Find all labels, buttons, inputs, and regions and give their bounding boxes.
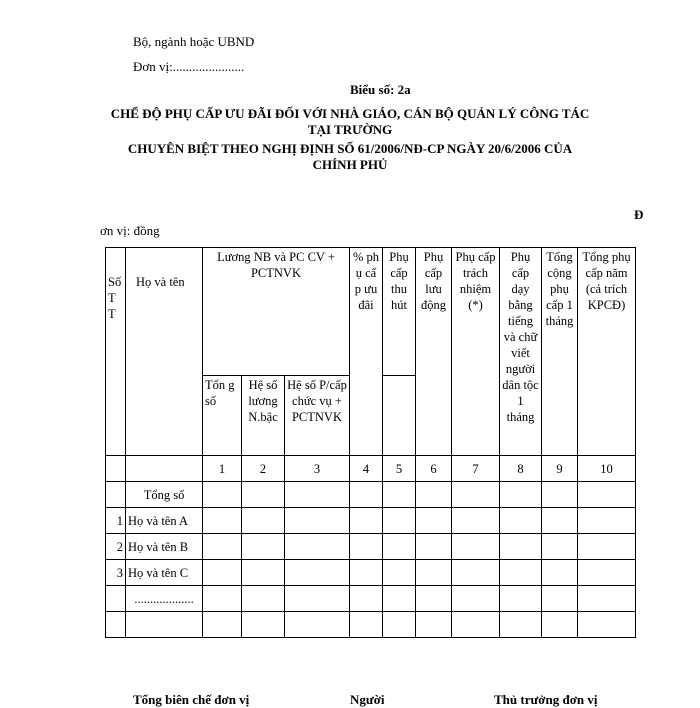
row-stt: 3: [106, 560, 126, 586]
form-number: Biểu số: 2a: [350, 82, 411, 97]
signature-middle: Người: [350, 692, 385, 707]
header-percent-allowance: % ph ụ cấ p ưu đãi: [350, 248, 383, 456]
title-line-2: TẠI TRƯỜNG: [307, 122, 393, 137]
row-dots: ...................: [126, 586, 203, 612]
title-line-3: CHUYÊN BIỆT THEO NGHỊ ĐỊNH SỐ 61/2006/NĐ-CP NGÀY 20/6/2006 CỦA: [127, 141, 573, 156]
col-num-3: 3: [285, 456, 350, 482]
row-stt: 1: [106, 508, 126, 534]
header-ethnic-language-allowance: Phụ cấp dạy bằng tiếng và chữ viết người dân tộc 1 tháng: [500, 248, 542, 456]
signature-right: Thủ trưởng đơn vị: [494, 692, 598, 707]
header-responsibility-allowance: Phụ cấp trách nhiệm (*): [452, 248, 500, 456]
header-year-total: Tổng phụ cấp năm (cả trích KPCĐ): [578, 248, 636, 456]
table-row-empty: [106, 612, 636, 638]
ministry-label: Bộ, ngành hoặc UBND: [133, 34, 255, 49]
title-line-4: CHÍNH PHỦ: [312, 157, 388, 172]
column-number-row: [106, 456, 636, 482]
row-stt: 2: [106, 534, 126, 560]
header-sub-salary-coef: Hệ số lương N.bậc: [242, 376, 285, 456]
row-name: Họ và tên C: [126, 560, 203, 586]
col-num-blank: [126, 456, 203, 482]
table-row: [106, 534, 636, 560]
col-num-10: 10: [578, 456, 636, 482]
total-label: Tổng số: [126, 482, 203, 508]
col-num-6: 6: [416, 456, 452, 482]
header-attraction-allowance: Phụ cấp thu hút: [383, 248, 416, 376]
unit-label: Đơn vị:......................: [133, 59, 245, 74]
header-stt: Số TT: [106, 248, 126, 456]
table-row: [106, 508, 636, 534]
header-mobile-allowance: Phụ cấp lưu động: [416, 248, 452, 456]
allowance-table: [105, 247, 636, 638]
col-num-8: 8: [500, 456, 542, 482]
col-num-5: 5: [383, 456, 416, 482]
header-month-total: Tổng cộng phụ cấp 1 tháng: [542, 248, 578, 456]
unit-note-right: Đ: [634, 207, 644, 222]
table-row-total: [106, 482, 636, 508]
header-name: Họ và tên: [126, 248, 203, 456]
row-name: Họ và tên B: [126, 534, 203, 560]
title-line-1: CHẾ ĐỘ PHỤ CẤP ƯU ĐÃI ĐỐI VỚI NHÀ GIÁO, CÁN BỘ QUẢN LÝ CÔNG TÁC: [110, 106, 590, 121]
col-num-9: 9: [542, 456, 578, 482]
col-num-4: 4: [350, 456, 383, 482]
unit-note: ơn vị: đồng: [100, 223, 160, 238]
header-attraction-blank: [383, 376, 416, 456]
row-name: Họ và tên A: [126, 508, 203, 534]
col-num-blank: [106, 456, 126, 482]
header-salary-group: Lương NB và PC CV + PCTNVK: [203, 248, 350, 376]
header-sub-position-coef: Hệ số P/cấp chức vụ + PCTNVK: [285, 376, 350, 456]
col-num-7: 7: [452, 456, 500, 482]
col-num-1: 1: [203, 456, 242, 482]
col-num-2: 2: [242, 456, 285, 482]
signature-left: Tổng biên chế đơn vị: [133, 692, 250, 707]
table-row-dots: [106, 586, 636, 612]
table-row: [106, 560, 636, 586]
header-sub-total: Tổn g số: [203, 376, 242, 456]
